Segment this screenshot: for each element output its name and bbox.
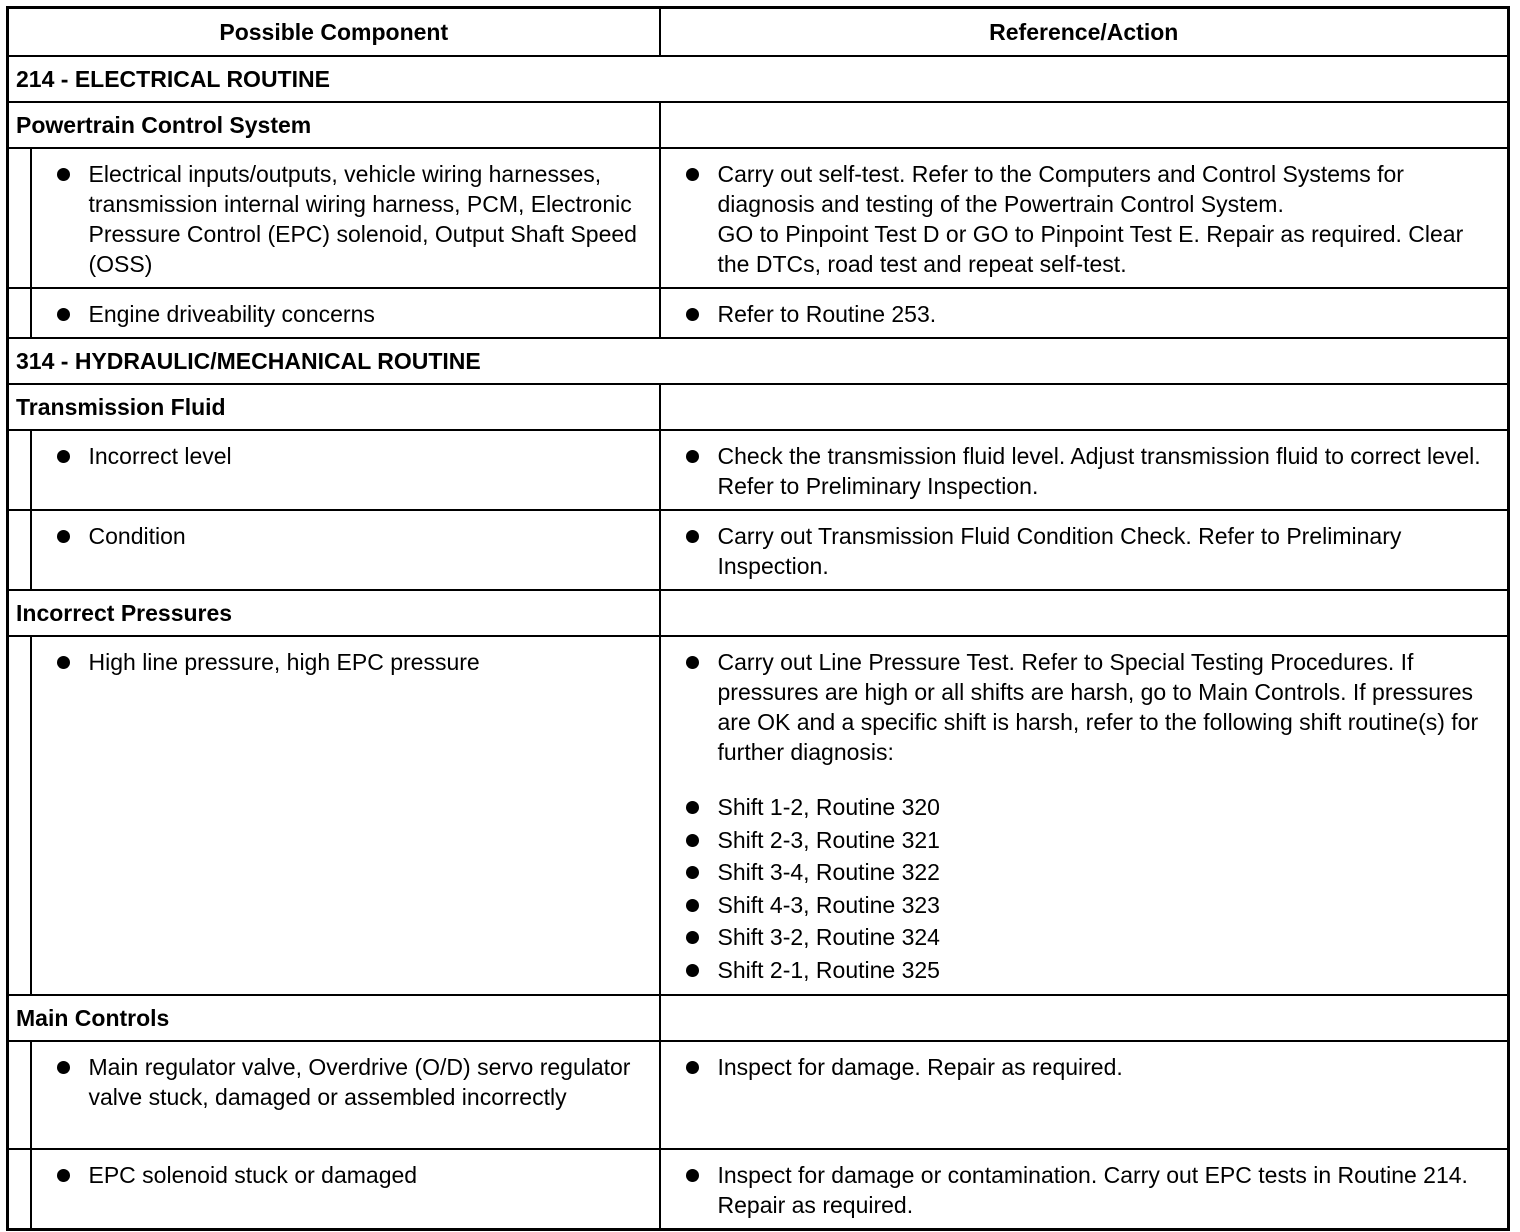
component-cell [31,636,660,995]
action-bullet: Carry out Line Pressure Test. Refer to Special Testing Procedures. If pressures are high or all shifts are harsh, go to Main Controls. If pressures are OK and a specific shift is harsh, refer to the following shift routine(s) for further diagnosis: [661,647,1508,767]
indent-cell [8,288,31,338]
action-cell [660,636,1509,995]
group-main-controls: Main Controls [8,995,660,1041]
group-powertrain-control-system: Powertrain Control System [8,102,660,148]
indent-cell [8,430,31,510]
list-item: Shift 3-4, Routine 322 [661,856,1508,889]
shift-routine-list [661,791,1508,986]
component-bullet: Incorrect level [32,441,659,471]
group-empty-cell [660,384,1509,430]
list-item: Shift 3-2, Routine 324 [661,921,1508,954]
table-row [8,510,1509,590]
indent-cell [8,1041,31,1149]
header-possible-component: Possible Component [8,8,660,57]
component-bullet: Condition [32,521,659,551]
section-314-title: 314 - HYDRAULIC/MECHANICAL ROUTINE [8,338,1509,384]
component-cell [31,430,660,510]
list-item: Shift 2-3, Routine 321 [661,824,1508,857]
action-bullet: Inspect for damage or contamination. Carry out EPC tests in Routine 214. Repair as required. [661,1160,1508,1220]
group-row [8,590,1509,636]
component-cell [31,1041,660,1149]
action-text: GO to Pinpoint Test D or GO to Pinpoint Test E. Repair as required. Clear the DTCs, road test and repeat self-test. [717,221,1464,277]
indent-cell [8,1149,31,1230]
indent-cell [8,510,31,590]
group-incorrect-pressures: Incorrect Pressures [8,590,660,636]
list-item: Shift 4-3, Routine 323 [661,889,1508,922]
action-bullet: Carry out Transmission Fluid Condition Check. Refer to Preliminary Inspection. [661,521,1508,581]
component-cell [31,288,660,338]
action-cell [660,148,1509,288]
group-row [8,384,1509,430]
action-cell [660,430,1509,510]
indent-cell [8,636,31,995]
action-cell [660,288,1509,338]
table-row [8,148,1509,288]
action-bullet: Inspect for damage. Repair as required. [661,1052,1508,1082]
component-bullet: Main regulator valve, Overdrive (O/D) servo regulator valve stuck, damaged or assembled incorrectly [32,1052,659,1112]
component-bullet: EPC solenoid stuck or damaged [32,1160,659,1190]
header-row [8,8,1509,57]
component-cell [31,148,660,288]
component-cell [31,510,660,590]
diagnosis-table [6,6,1510,1231]
group-row [8,995,1509,1041]
table-row [8,636,1509,995]
action-bullet: Check the transmission fluid level. Adjust transmission fluid to correct level. Refer to Preliminary Inspection. [661,441,1508,501]
section-214-title: 214 - ELECTRICAL ROUTINE [8,56,1509,102]
component-bullet: Engine driveability concerns [32,299,659,329]
table-row [8,1149,1509,1230]
action-cell [660,1041,1509,1149]
table-row [8,430,1509,510]
action-cell [660,1149,1509,1230]
action-text: Carry out self-test. Refer to the Computers and Control Systems for diagnosis and testing of the Powertrain Control System. [717,161,1404,217]
list-item: Shift 1-2, Routine 320 [661,791,1508,824]
component-bullet: Electrical inputs/outputs, vehicle wiring harnesses, transmission internal wiring harness, PCM, Electronic Pressure Control (EPC) solenoid, Output Shaft Speed (OSS) [32,159,659,279]
section-row [8,338,1509,384]
action-bullet: Refer to Routine 253. [661,299,1508,329]
component-cell [31,1149,660,1230]
table-row [8,1041,1509,1149]
group-empty-cell [660,995,1509,1041]
group-empty-cell [660,102,1509,148]
header-reference-action: Reference/Action [660,8,1509,57]
indent-cell [8,148,31,288]
action-bullet [661,159,1508,279]
group-empty-cell [660,590,1509,636]
group-transmission-fluid: Transmission Fluid [8,384,660,430]
group-row [8,102,1509,148]
list-item: Shift 2-1, Routine 325 [661,954,1508,987]
table-row [8,288,1509,338]
section-row [8,56,1509,102]
component-bullet: High line pressure, high EPC pressure [32,647,659,677]
action-cell [660,510,1509,590]
